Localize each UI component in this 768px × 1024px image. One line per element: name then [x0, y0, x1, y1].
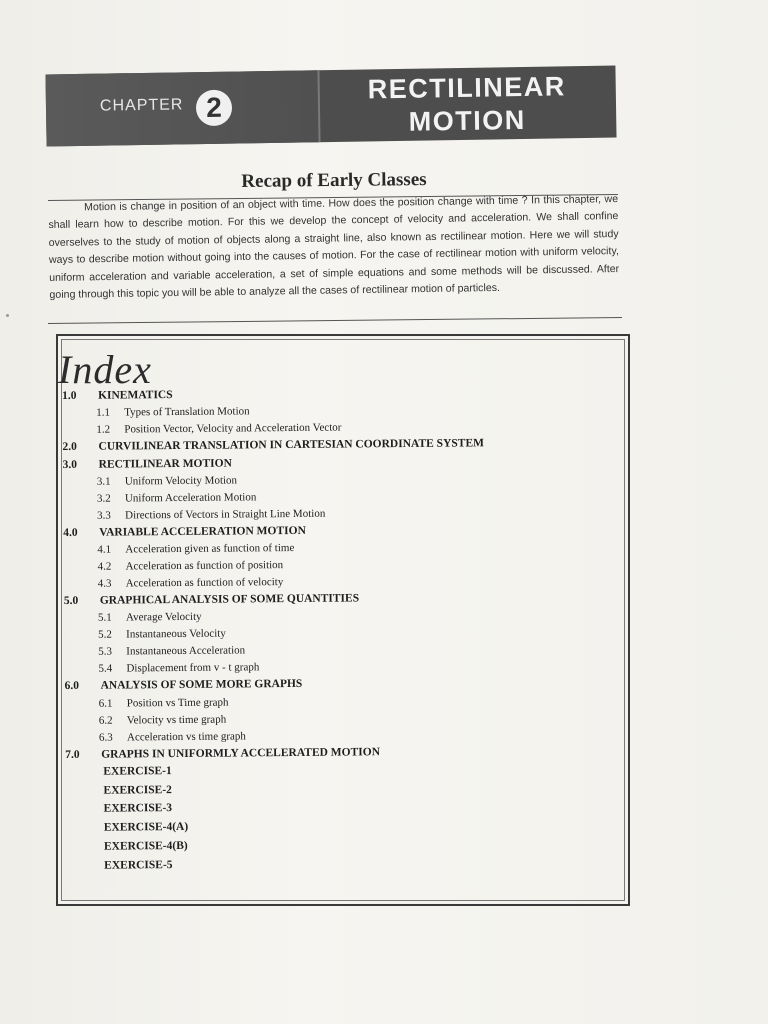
index-item-label: EXERCISE-3: [103, 802, 173, 816]
chapter-title-line1: RECTILINEAR: [367, 71, 566, 105]
index-item-label: Uniform Acceleration Motion: [124, 491, 257, 505]
index-item-label: Acceleration as function of position: [125, 559, 284, 573]
index-item-label: Directions of Vectors in Straight Line Motion: [125, 507, 326, 522]
index-item-label: Velocity vs time graph: [126, 713, 227, 727]
index-box: [56, 334, 630, 906]
index-item-label: GRAPHS IN UNIFORMLY ACCELERATED MOTION: [101, 746, 381, 761]
index-item-number: 5.4: [98, 663, 113, 676]
index-item-label: Acceleration given as function of time: [125, 542, 295, 556]
index-item-label: Displacement from v - t graph: [126, 661, 260, 675]
index-item-label: EXERCISE-1: [103, 765, 172, 778]
chapter-title: [331, 70, 602, 140]
recap-bottom-rule: [48, 317, 622, 324]
index-item-label: RECTILINEAR MOTION: [98, 457, 232, 471]
index-item-number: 5.2: [98, 629, 112, 642]
index-item-label: EXERCISE-2: [103, 783, 172, 797]
index-item-number: 4.0: [63, 526, 78, 539]
index-item-label: KINEMATICS: [97, 389, 173, 402]
recap-title: Recap of Early Classes: [241, 169, 427, 192]
index-item-label: ANALYSIS OF SOME MORE GRAPHS: [100, 678, 303, 693]
recap-paragraph: Motion is change in position of an object with time. How does the position change with time ? In this chapter, we shall learn how to describe motion. For this we develop the concept of velocity and acceleration. We shall confine overselves to the study of motion of objects along a straight line, also known as rectilinear motion. Here we will study ways to describe motion without going into the causes of motion. For the case of rectilinear motion with uniform velocity, uniform acceleration and variable acceleration, a set of simple equations and some methods will be discussed. After going through this topic you will be able to analyze all the cases of rectilinear motion of particles.: [48, 193, 620, 302]
index-item-label: Types of Translation Motion: [124, 405, 250, 419]
index-item-number: 5.1: [97, 612, 112, 625]
chapter-title-line2: MOTION: [408, 104, 526, 137]
index-item-number: 6.3: [98, 731, 113, 744]
index-item-label: Average Velocity: [125, 611, 202, 624]
index-item-label: EXERCISE-5: [104, 858, 173, 872]
index-item-label: Position Vector, Velocity and Acceleration Vector: [124, 421, 342, 436]
index-item-number: 6.2: [98, 714, 113, 727]
chapter-banner-left: [45, 70, 318, 146]
index-item-number: 7.0: [65, 748, 80, 761]
index-item-number: 1.0: [62, 389, 77, 402]
index-item-number: 6.0: [64, 680, 80, 693]
chapter-label: CHAPTER: [99, 96, 184, 115]
index-exercise-item: [66, 855, 626, 879]
chapter-number-badge: 2: [196, 90, 233, 127]
index-heading: Index: [58, 347, 152, 392]
index-item-number: 3.0: [62, 458, 78, 471]
index-item-number: 1.1: [96, 406, 111, 419]
index-item-label: EXERCISE-4(A): [103, 821, 189, 834]
index-item-number: 3.2: [96, 492, 111, 505]
chapter-banner: [45, 66, 616, 147]
index-item-label: Acceleration as function of velocity: [125, 576, 284, 590]
index-item-number: 3.3: [97, 509, 111, 522]
scan-speck: [6, 314, 9, 317]
index-item-label: Position vs Time graph: [126, 696, 229, 710]
index-item-number: 2.0: [62, 441, 77, 454]
index-list: [62, 385, 626, 878]
index-item-label: GRAPHICAL ANALYSIS OF SOME QUANTITIES: [99, 592, 360, 607]
index-item-number: 5.0: [63, 595, 79, 608]
index-item-number: 5.3: [98, 646, 113, 659]
banner-divider: [317, 70, 320, 142]
index-item-label: EXERCISE-4(B): [103, 839, 188, 853]
index-item-number: 4.3: [97, 577, 112, 590]
index-item-label: CURVILINEAR TRANSLATION IN CARTESIAN COORDINATE SYSTEM: [98, 437, 485, 453]
index-item-number: 4.2: [97, 560, 112, 573]
index-item-number: 4.1: [97, 543, 112, 556]
index-item-number: 3.1: [96, 475, 111, 488]
index-item-number: 1.2: [96, 423, 111, 436]
index-item-label: Instantaneous Acceleration: [126, 644, 246, 658]
index-item-label: Uniform Velocity Motion: [124, 474, 238, 488]
index-item-label: VARIABLE ACCELERATION MOTION: [99, 524, 306, 539]
index-item-label: Instantaneous Velocity: [126, 628, 226, 641]
index-item-number: 6.1: [98, 697, 113, 710]
index-item-label: Acceleration vs time graph: [126, 730, 246, 744]
